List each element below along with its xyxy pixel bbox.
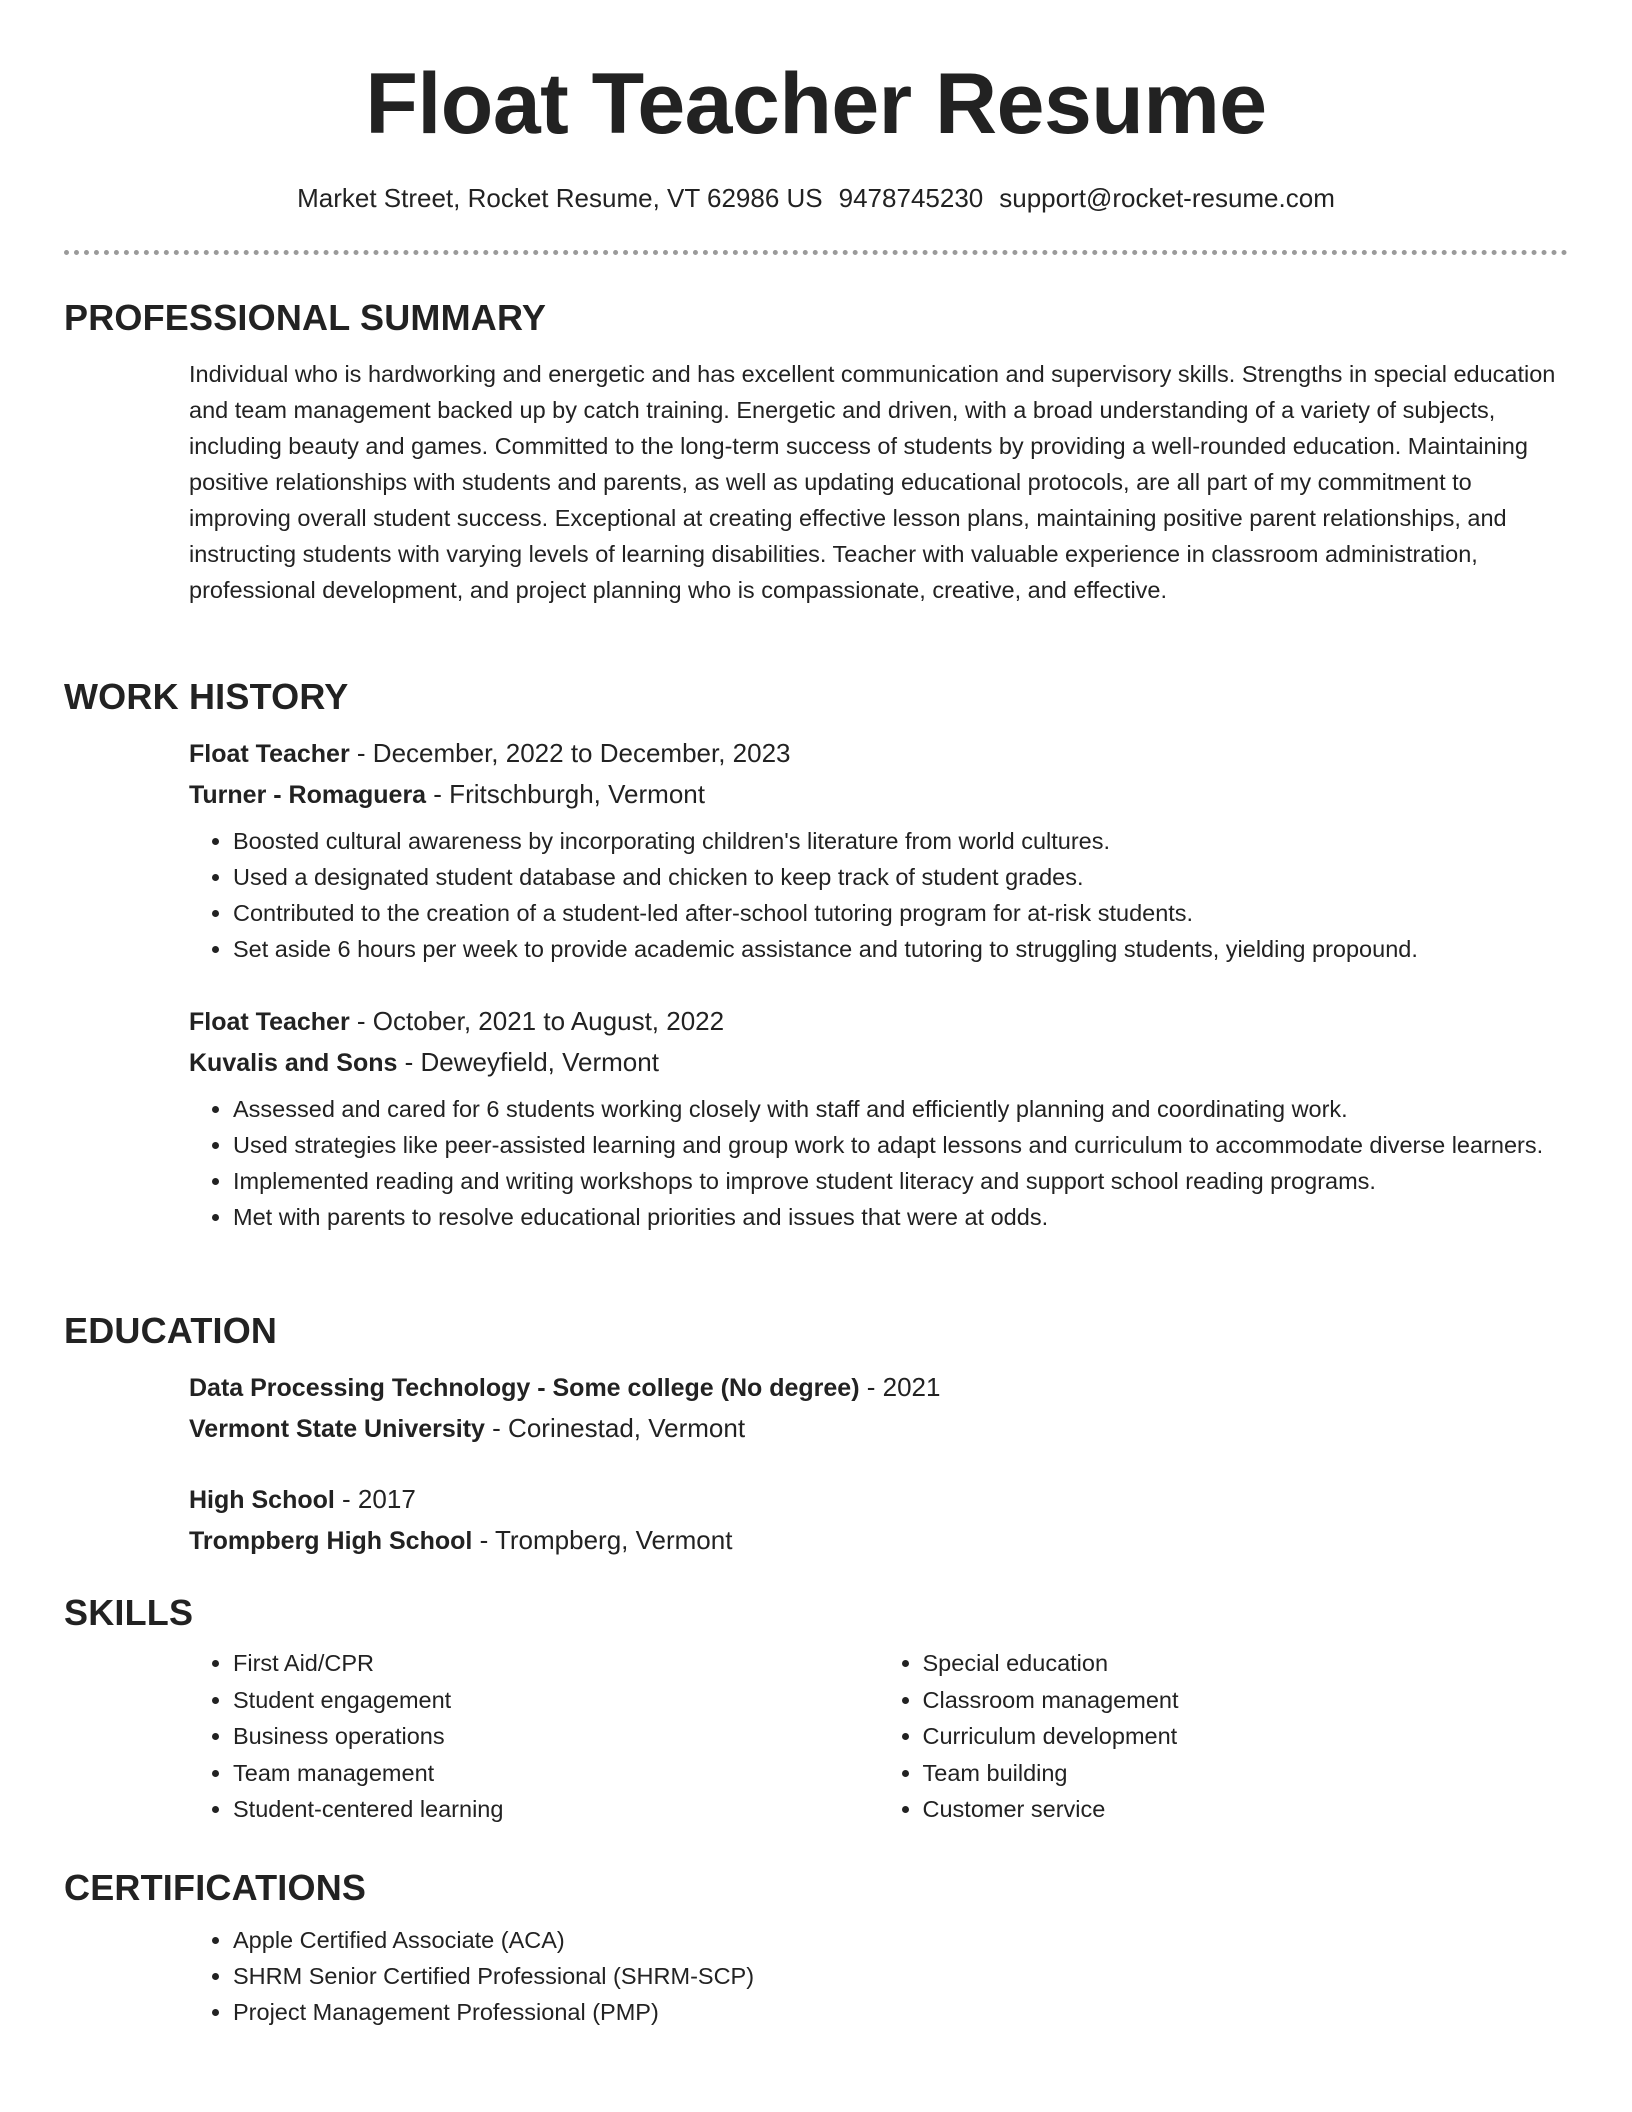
job-company-line: [189, 774, 1568, 815]
education-entry: [189, 1367, 1568, 1449]
job-company: Kuvalis and Sons: [189, 1049, 398, 1077]
work-history-section: [64, 675, 1568, 1235]
contact-line: [0, 180, 1632, 216]
education-school-line: [189, 1408, 1568, 1449]
list-item: • Student engagement: [233, 1682, 879, 1719]
list-item: • First Aid/CPR: [233, 1645, 879, 1682]
list-item: • Student-centered learning: [233, 1791, 879, 1828]
list-item: • Implemented reading and writing workshops to improve student literacy and support school reading programs.: [233, 1163, 1568, 1199]
education-location: - Corinestad, Vermont: [484, 1413, 746, 1443]
list-item: • Used a designated student database and chicken to keep track of student grades.: [233, 859, 1568, 895]
job-entry: [189, 1001, 1568, 1235]
job-bullets: [189, 823, 1568, 967]
list-item: • Set aside 6 hours per week to provide academic assistance and tutoring to struggling students, yielding propound.: [233, 931, 1568, 967]
job-entry: [189, 733, 1568, 967]
work-history-heading: WORK HISTORY: [64, 676, 349, 717]
education-degree-line: [189, 1367, 1568, 1408]
skills-list-left: [189, 1645, 879, 1828]
skills-section: [64, 1591, 1568, 1828]
education-entry: [189, 1479, 1568, 1561]
list-item: • Team management: [233, 1755, 879, 1792]
education-degree-line: [189, 1479, 1568, 1520]
skills-columns: [189, 1645, 1568, 1828]
education-school: Trompberg High School: [189, 1527, 473, 1555]
list-item: • Apple Certified Associate (ACA): [233, 1922, 1568, 1958]
education-year: - 2017: [334, 1484, 416, 1514]
certifications-heading: CERTIFICATIONS: [64, 1867, 367, 1908]
education-degree: High School: [189, 1486, 335, 1514]
education-school: Vermont State University: [189, 1415, 485, 1443]
header-divider: [64, 250, 1568, 255]
certifications-section: [64, 1866, 1568, 2030]
education-degree: Data Processing Technology - Some college (No degree): [189, 1374, 860, 1402]
page-title: Float Teacher Resume: [365, 56, 1267, 152]
list-item: • Classroom management: [923, 1682, 1569, 1719]
list-item: • Contributed to the creation of a student-led after-school tutoring program for at-risk students.: [233, 895, 1568, 931]
contact-email: support@rocket-resume.com: [999, 183, 1335, 213]
list-item: • Curriculum development: [923, 1718, 1569, 1755]
job-title-line: [189, 733, 1568, 774]
job-bullets: [189, 1091, 1568, 1235]
job-location: - Fritschburgh, Vermont: [426, 779, 705, 809]
summary-section: [64, 296, 1568, 608]
education-school-line: [189, 1520, 1568, 1561]
job-dates: - October, 2021 to August, 2022: [349, 1006, 725, 1036]
skills-list-right: [879, 1645, 1569, 1828]
job-dates: - December, 2022 to December, 2023: [349, 738, 791, 768]
education-section: [64, 1309, 1568, 1561]
contact-phone: 9478745230: [838, 183, 984, 213]
education-year: - 2021: [859, 1372, 941, 1402]
summary-text: Individual who is hardworking and energetic and has excellent communication and supervisory skills. Strengths in special education and team management backed up by catch training. Energetic and driven, with a broad understanding of a variety of subjects, including beauty and games. Committed to the long-term success of students by providing a well-rounded education. Maintaining positive relationships with students and parents, as well as updating educational protocols, are all part of my commitment to improving overall student success. Exceptional at creating effective lesson plans, maintaining positive parent relationships, and instructing students with varying levels of learning disabilities. Teacher with valuable experience in classroom administration, professional development, and project planning who is compassionate, creative, and effective.: [189, 361, 1556, 603]
skills-heading: SKILLS: [64, 1592, 194, 1633]
list-item: • Used strategies like peer-assisted learning and group work to adapt lessons and curriculum to accommodate diverse learners.: [233, 1127, 1568, 1163]
job-title-line: [189, 1001, 1568, 1042]
list-item: • Special education: [923, 1645, 1569, 1682]
list-item: • Business operations: [233, 1718, 879, 1755]
certifications-list: [189, 1922, 1568, 2030]
contact-address: Market Street, Rocket Resume, VT 62986 US: [297, 183, 823, 213]
list-item: • Project Management Professional (PMP): [233, 1994, 1568, 2030]
job-company-line: [189, 1042, 1568, 1083]
education-heading: EDUCATION: [64, 1310, 278, 1351]
job-location: - Deweyfield, Vermont: [397, 1047, 659, 1077]
list-item: • Customer service: [923, 1791, 1569, 1828]
list-item: • Boosted cultural awareness by incorporating children's literature from world cultures.: [233, 823, 1568, 859]
education-location: - Trompberg, Vermont: [472, 1525, 733, 1555]
job-role: Float Teacher: [189, 1008, 350, 1036]
summary-heading: PROFESSIONAL SUMMARY: [64, 297, 547, 338]
list-item: • Assessed and cared for 6 students working closely with staff and efficiently planning and coordinating work.: [233, 1091, 1568, 1127]
job-role: Float Teacher: [189, 740, 350, 768]
list-item: • SHRM Senior Certified Professional (SHRM-SCP): [233, 1958, 1568, 1994]
job-company: Turner - Romaguera: [189, 781, 427, 809]
list-item: • Met with parents to resolve educational priorities and issues that were at odds.: [233, 1199, 1568, 1235]
list-item: • Team building: [923, 1755, 1569, 1792]
